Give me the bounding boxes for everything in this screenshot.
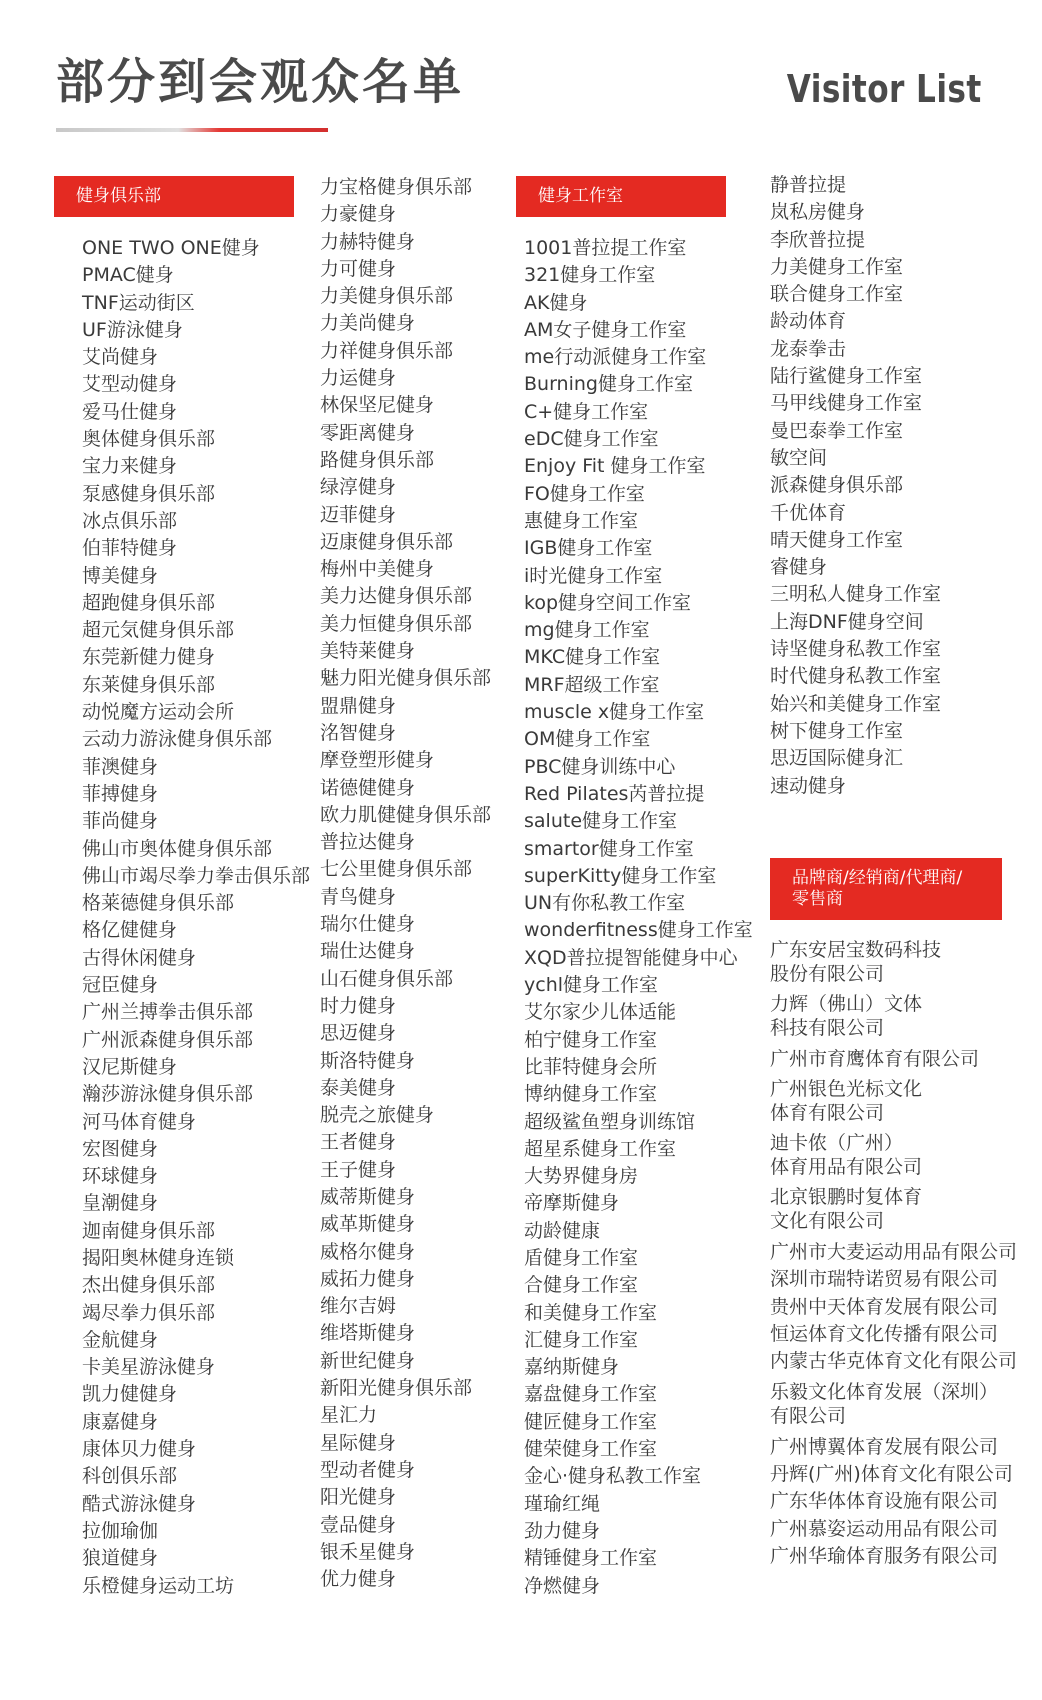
list-item: 伯菲特健身 [82,537,178,560]
list-item: 博纳健身工作室 [524,1083,658,1106]
list-item: 广州博翼体育发展有限公司 [770,1435,999,1458]
list-item: salute健身工作室 [524,810,678,833]
list-item: 威蒂斯健身 [320,1185,416,1208]
list-item: 净燃健身 [524,1574,601,1597]
list-item: 银禾星健身 [320,1540,416,1563]
list-item: 威革斯健身 [320,1213,416,1236]
list-item: 迪卡侬（广州） 体育用品有限公司 [770,1132,923,1179]
list-item: Enjoy Fit 健身工作室 [524,455,706,478]
list-item: 星际健身 [320,1431,397,1454]
list-item: 皇潮健身 [82,1192,159,1215]
list-item: FO健身工作室 [524,482,645,505]
list-item: IGB健身工作室 [524,537,653,560]
list-item: 上海DNF健身空间 [770,610,924,633]
list-item: 树下健身工作室 [770,719,904,742]
list-item: 王子健身 [320,1158,397,1181]
list-item: 诗坚健身私教工作室 [770,638,942,661]
list-item: 卡美星游泳健身 [82,1356,216,1379]
list-item: 山石健身俱乐部 [320,967,454,990]
list-item: 美力恒健身俱乐部 [320,612,473,635]
list-item: 阳光健身 [320,1486,397,1509]
list-item: 普拉达健身 [320,831,416,854]
list-item: 合健身工作室 [524,1274,639,1297]
list-item: 零距离健身 [320,421,416,444]
list-item: 魅力阳光健身俱乐部 [320,667,492,690]
list-item: UF游泳健身 [82,318,183,341]
list-item: 派森健身俱乐部 [770,474,904,497]
list-item: 瑾瑜红绳 [524,1492,601,1515]
list-item: 力祥健身俱乐部 [320,339,454,362]
list-item: 型动者健身 [320,1458,416,1481]
list-item: 广州市大麦运动用品有限公司 [770,1241,1018,1264]
list-item: 爱马仕健身 [82,400,178,423]
list-item: 比菲特健身会所 [524,1055,658,1078]
list-item: 河马体育健身 [82,1110,197,1133]
list-item: 凯力健健身 [82,1383,178,1406]
list-item: 广州华瑜体育服务有限公司 [770,1544,999,1567]
list-item: 乐橙健身运动工坊 [82,1574,235,1597]
list-item: 康嘉健身 [82,1410,159,1433]
list-item: MKC健身工作室 [524,646,661,669]
list-item: 艾尔家少儿体适能 [524,1001,677,1024]
list-item: 精锤健身工作室 [524,1547,658,1570]
list-item: 菲搏健身 [82,782,159,805]
visitor-list [54,235,311,1600]
list-item: 柏宁健身工作室 [524,1028,658,1051]
list-item: 博美健身 [82,564,159,587]
list-item: 绿淳健身 [320,476,397,499]
list-item: 环球健身 [82,1165,159,1188]
list-item: 佛山市竭尽拳力拳击俱乐部 [82,864,311,887]
list-item: 星汇力 [320,1404,378,1427]
list-item: 嘉纳斯健身 [524,1356,620,1379]
list-item: 佛山市奥体健身俱乐部 [82,837,273,860]
list-item: PBC健身训练中心 [524,755,676,778]
list-item: 新阳光健身俱乐部 [320,1377,473,1400]
list-item: 睿健身 [770,556,828,579]
list-item: XQD普拉提智能健身中心 [524,946,738,969]
list-item: mg健身工作室 [524,619,650,642]
column-fitness-studios [516,176,766,1600]
list-item: 瑞仕达健身 [320,940,416,963]
list-item: 联合健身工作室 [770,283,904,306]
list-item: 迈康健身俱乐部 [320,530,454,553]
list-item: 超元気健身俱乐部 [82,619,235,642]
list-item: 321健身工作室 [524,264,656,287]
page-title-en: Visitor List [787,67,982,111]
list-item: 恒运体育文化传播有限公司 [770,1323,999,1346]
list-item: 路健身俱乐部 [320,448,435,471]
list-item: superKitty健身工作室 [524,864,717,887]
list-item: 优力健身 [320,1568,397,1591]
list-item: 瑞尔仕健身 [320,913,416,936]
list-item: 欧力肌健健身俱乐部 [320,803,492,826]
list-item: Red Pilates芮普拉提 [524,782,705,805]
list-item: 王者健身 [320,1131,397,1154]
list-item: 时力健身 [320,994,397,1017]
company-list [770,938,1040,1570]
list-item: 广州市育鹰体育有限公司 [770,1047,980,1070]
list-item: 千优体育 [770,501,847,524]
title-underline [56,128,328,132]
list-item: 美特莱健身 [320,640,416,663]
list-item: 泵感健身俱乐部 [82,482,216,505]
list-item: 格莱德健身俱乐部 [82,892,235,915]
list-item: ONE TWO ONE健身 [82,237,260,259]
list-item: 健荣健身工作室 [524,1438,658,1461]
list-item: 龙泰拳击 [770,337,847,360]
list-item: 力美尚健身 [320,312,416,335]
list-item: 超星系健身工作室 [524,1137,677,1160]
list-item: 金航健身 [82,1328,159,1351]
list-item: 威格尔健身 [320,1240,416,1263]
list-item: 揭阳奥林健身连锁 [82,1246,235,1269]
list-item: C+健身工作室 [524,400,649,423]
list-item: 李欣普拉提 [770,228,866,251]
list-item: 劲力健身 [524,1519,601,1542]
list-item: kop健身空间工作室 [524,591,692,614]
list-item: 汇健身工作室 [524,1328,639,1351]
list-item: 壹品健身 [320,1513,397,1536]
list-item: 思迈国际健身汇 [770,747,904,770]
list-item: 酷式游泳健身 [82,1492,197,1515]
list-item: 动悦魔方运动会所 [82,701,235,724]
column-fitness-clubs [54,176,311,1600]
list-item: AM女子健身工作室 [524,318,687,341]
list-item: 广州派森健身俱乐部 [82,1028,254,1051]
list-item: 帝摩斯健身 [524,1192,620,1215]
list-item: me行动派健身工作室 [524,346,707,369]
list-item: 始兴和美健身工作室 [770,692,942,715]
list-item: 思迈健身 [320,1022,397,1045]
list-item: 速动健身 [770,774,847,797]
list-item: 宝力来健身 [82,455,178,478]
list-item: 冠臣健身 [82,974,159,997]
list-item: 深圳市瑞特诺贸易有限公司 [770,1268,999,1291]
list-item: 广东安居宝数码科技 股份有限公司 [770,938,942,985]
category-banner-brands: 品牌商/经销商/代理商/ 零售商 [770,858,1002,920]
list-item: 盾健身工作室 [524,1246,639,1269]
list-item: 岚私房健身 [770,201,866,224]
list-item: 摩登塑形健身 [320,749,435,772]
list-item: 广州慕姿运动用品有限公司 [770,1517,999,1540]
list-item: 盟鼎健身 [320,694,397,717]
page-title-cn: 部分到会观众名单 [56,54,465,110]
list-item: 迈菲健身 [320,503,397,526]
list-item: 威拓力健身 [320,1267,416,1290]
list-item: 青鸟健身 [320,885,397,908]
list-item: 超跑健身俱乐部 [82,591,216,614]
list-item: 晴天健身工作室 [770,528,904,551]
list-item: 美力达健身俱乐部 [320,585,473,608]
list-item: 艾型动健身 [82,373,178,396]
list-item: 古得休闲健身 [82,946,197,969]
category-banner-fitness-clubs: 健身俱乐部 [54,176,294,217]
column-studios-and-brands [770,172,1040,1570]
list-item: UN有你私教工作室 [524,892,686,915]
list-item: 云动力游泳健身俱乐部 [82,728,273,751]
list-item: 宏图健身 [82,1137,159,1160]
list-item: PMAC健身 [82,264,174,287]
list-item: 东莞新健力健身 [82,646,216,669]
list-item: 康体贝力健身 [82,1438,197,1461]
list-item: 奥体健身俱乐部 [82,428,216,451]
list-item: 动龄健康 [524,1219,601,1242]
list-item: 嘉盘健身工作室 [524,1383,658,1406]
list-item: 贵州中天体育发展有限公司 [770,1295,999,1318]
list-item: 内蒙古华克体育文化有限公司 [770,1350,1018,1373]
list-item: 健匠健身工作室 [524,1410,658,1433]
list-item: AK健身 [524,291,588,314]
visitor-list [770,172,1040,800]
list-item: 杰出健身俱乐部 [82,1274,216,1297]
list-item: 狼道健身 [82,1547,159,1570]
list-item: MRF超级工作室 [524,673,660,696]
list-item: 龄动体育 [770,310,847,333]
list-item: 艾尚健身 [82,346,159,369]
list-item: 金心·健身私教工作室 [524,1465,702,1488]
list-item: 大势界健身房 [524,1165,639,1188]
list-item: 维塔斯健身 [320,1322,416,1345]
list-item: 陆行鲨健身工作室 [770,365,923,388]
list-item: 惠健身工作室 [524,509,639,532]
list-item: 乐毅文化体育发展（深圳） 有限公司 [770,1380,999,1427]
list-item: 力可健身 [320,257,397,280]
list-item: 梅州中美健身 [320,558,435,581]
list-item: wonderfitness健身工作室 [524,919,753,942]
list-item: TNF运动街区 [82,291,195,314]
visitor-list [516,235,766,1600]
list-item: 1001普拉提工作室 [524,237,687,259]
list-item: 北京银鹏时复体育 文化有限公司 [770,1186,923,1233]
list-item: 超级鲨鱼塑身训练馆 [524,1110,696,1133]
list-item: 新世纪健身 [320,1349,416,1372]
visitor-list [320,174,520,1593]
list-item: 力豪健身 [320,203,397,226]
list-item: 三明私人健身工作室 [770,583,942,606]
list-item: 洺智健身 [320,721,397,744]
list-item: Burning健身工作室 [524,373,693,396]
list-item: i时光健身工作室 [524,564,663,587]
list-item: OM健身工作室 [524,728,651,751]
list-item: 菲澳健身 [82,755,159,778]
list-item: 泰美健身 [320,1076,397,1099]
list-item: 科创俱乐部 [82,1465,178,1488]
list-item: 静普拉提 [770,174,847,196]
column-fitness-clubs-cont [320,176,520,1593]
list-item: 马甲线健身工作室 [770,392,923,415]
list-item: 菲尚健身 [82,810,159,833]
list-item: 格亿健健身 [82,919,178,942]
list-item: smartor健身工作室 [524,837,694,860]
list-item: 力运健身 [320,367,397,390]
list-item: 广州兰搏拳击俱乐部 [82,1001,254,1024]
list-item: muscle x健身工作室 [524,701,705,724]
list-item: 脱壳之旅健身 [320,1104,435,1127]
list-item: 诺德健健身 [320,776,416,799]
list-item: 汉尼斯健身 [82,1055,178,1078]
list-item: 广东华体体育设施有限公司 [770,1490,999,1513]
list-item: 迦南健身俱乐部 [82,1219,216,1242]
list-item: 广州银色光标文化 体育有限公司 [770,1078,923,1125]
category-banner-fitness-studios: 健身工作室 [516,176,726,217]
list-item: 丹辉(广州)体育文化有限公司 [770,1462,1013,1485]
list-item: ychl健身工作室 [524,974,659,997]
list-item: 和美健身工作室 [524,1301,658,1324]
list-item: 时代健身私教工作室 [770,665,942,688]
list-item: 维尔吉姆 [320,1295,397,1318]
list-item: 瀚莎游泳健身俱乐部 [82,1083,254,1106]
list-item: 力宝格健身俱乐部 [320,176,473,198]
list-item: 敏空间 [770,446,828,469]
list-item: 拉伽瑜伽 [82,1519,159,1542]
list-item: 力赫特健身 [320,230,416,253]
list-item: 东莱健身俱乐部 [82,673,216,696]
list-item: 七公里健身俱乐部 [320,858,473,881]
list-item: 力美健身工作室 [770,255,904,278]
list-item: 冰点俱乐部 [82,509,178,532]
list-item: 林保坚尼健身 [320,394,435,417]
list-item: eDC健身工作室 [524,428,659,451]
list-item: 竭尽拳力俱乐部 [82,1301,216,1324]
list-item: 斯洛特健身 [320,1049,416,1072]
list-item: 力辉（佛山）文体 科技有限公司 [770,992,923,1039]
list-item: 力美健身俱乐部 [320,285,454,308]
list-item: 曼巴泰拳工作室 [770,419,904,442]
